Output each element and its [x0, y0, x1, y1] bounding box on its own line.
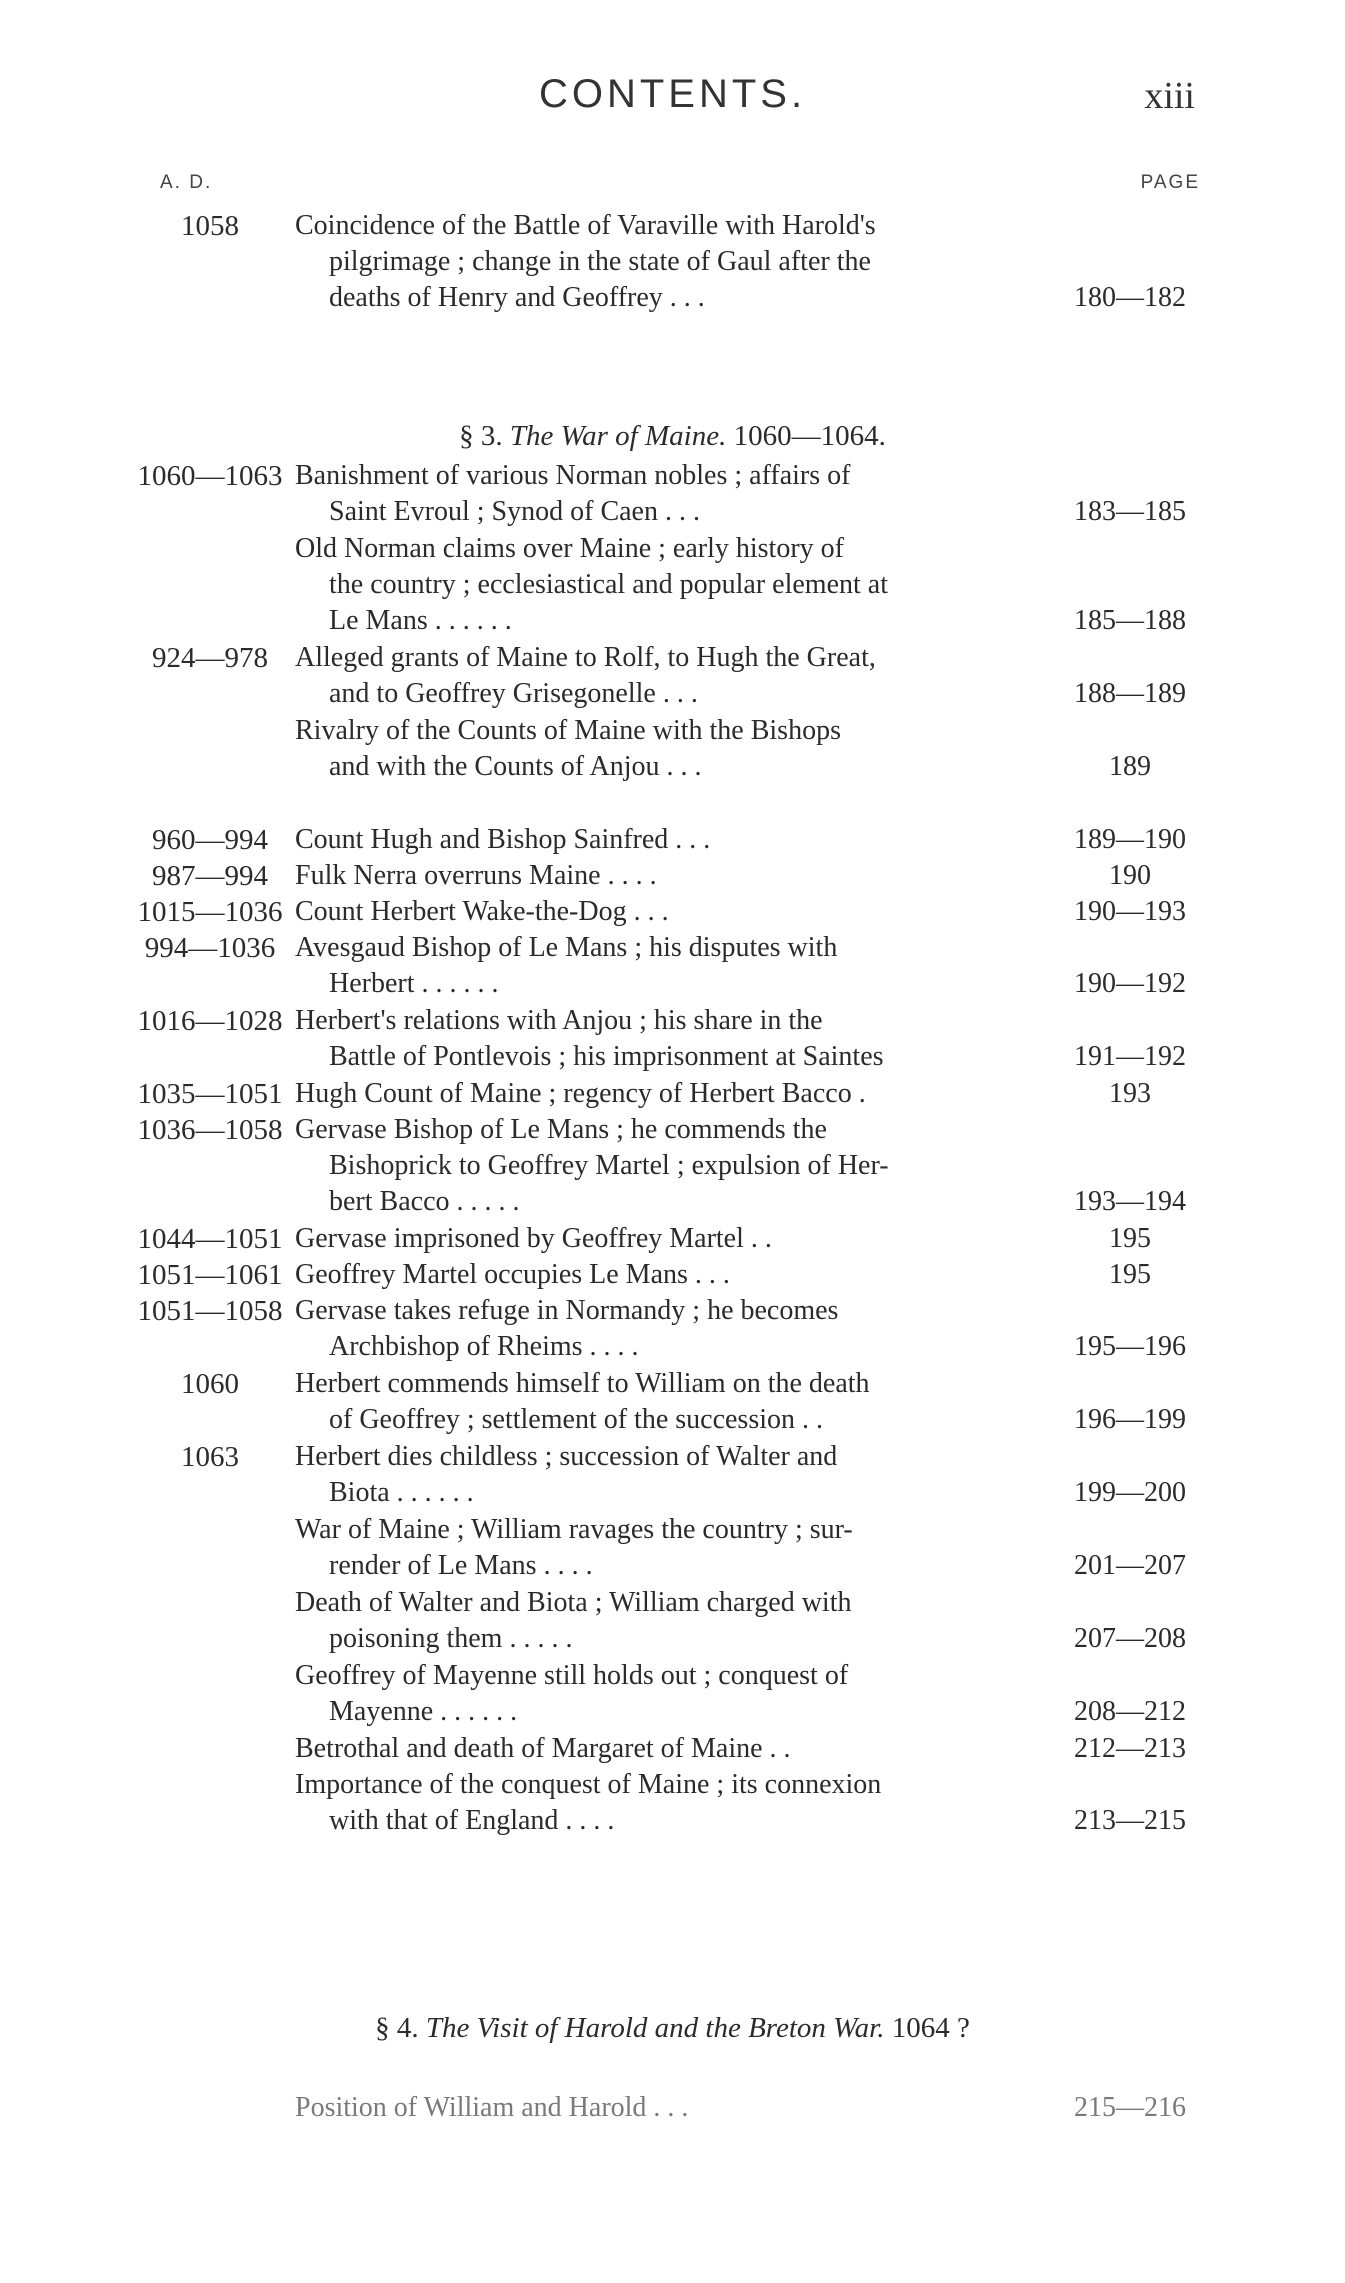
- section-title: The War of Maine.: [509, 420, 727, 452]
- entry-line: poisoning them . . . . .: [329, 1623, 573, 1654]
- entry-text: [295, 713, 1035, 785]
- entry-page: 191—192: [1074, 1041, 1186, 1072]
- entry-text: [295, 458, 1035, 530]
- entry-text: [295, 531, 1035, 639]
- entry-page: 195: [1109, 1223, 1151, 1254]
- entry-line: Banishment of various Norman nobles ; affairs of: [295, 460, 851, 491]
- entry-line: Betrothal and death of Margaret of Maine . .: [295, 1733, 791, 1764]
- section-number: § 4.: [375, 2012, 419, 2044]
- entry-year: 1051—1058: [137, 1295, 283, 1327]
- entry-line: Saint Evroul ; Synod of Caen . . .: [329, 496, 700, 527]
- entry-line: Herbert commends himself to William on the death: [295, 1368, 870, 1399]
- entry-page: 208—212: [1074, 1696, 1186, 1727]
- entry-line: with that of England . . . .: [329, 1805, 615, 1836]
- entry-line: deaths of Henry and Geoffrey . . .: [329, 282, 705, 313]
- entry-line: Le Mans . . . . . .: [329, 605, 512, 636]
- entry-line: Rivalry of the Counts of Maine with the Bishops: [295, 715, 841, 746]
- entry-text: [295, 2090, 1035, 2126]
- entry-line: Gervase imprisoned by Geoffrey Martel . .: [295, 1223, 772, 1254]
- entry-line: and with the Counts of Anjou . . .: [329, 751, 702, 782]
- entry-page: 190: [1109, 860, 1151, 891]
- entry-text: [295, 1112, 1035, 1220]
- running-head: [0, 72, 1345, 122]
- entry-page: 188—189: [1074, 678, 1186, 709]
- entry-year: 1060—1063: [137, 460, 283, 492]
- entry-line: the country ; ecclesiastical and popular element at: [329, 569, 888, 600]
- entry-text: [295, 1658, 1035, 1730]
- entry-text: [295, 1257, 1035, 1293]
- page-column-heading: PAGE: [1140, 172, 1200, 193]
- entry-text: [295, 1366, 1035, 1438]
- entry-year: 1051—1061: [137, 1259, 283, 1291]
- entry-line: Herbert's relations with Anjou ; his share in the: [295, 1005, 823, 1036]
- entry-line: pilgrimage ; change in the state of Gaul after the: [329, 246, 871, 277]
- entry-line: Fulk Nerra overruns Maine . . . .: [295, 860, 657, 891]
- entry-line: Count Hugh and Bishop Sainfred . . .: [295, 824, 711, 855]
- entry-line: Mayenne . . . . . .: [329, 1696, 518, 1727]
- entry-year: 960—994: [152, 824, 268, 856]
- entry-page: 193: [1109, 1078, 1151, 1109]
- entry-year: 1058: [181, 210, 239, 242]
- entry-text: [295, 1003, 1035, 1075]
- entry-page: 195—196: [1074, 1331, 1186, 1362]
- entry-year: 924—978: [152, 642, 268, 674]
- entry-line: Gervase takes refuge in Normandy ; he becomes: [295, 1295, 839, 1326]
- entry-line: Gervase Bishop of Le Mans ; he commends the: [295, 1114, 827, 1145]
- section-dates: 1064 ?: [891, 2012, 970, 2044]
- entry-line: Biota . . . . . .: [329, 1477, 474, 1508]
- entry-line: Bishoprick to Geoffrey Martel ; expulsion of Her-: [329, 1150, 889, 1181]
- entry-year: 1036—1058: [137, 1114, 283, 1146]
- entry-page: 183—185: [1074, 496, 1186, 527]
- entry-page: 180—182: [1074, 282, 1186, 313]
- entry-line: Count Herbert Wake-the-Dog . . .: [295, 896, 669, 927]
- entry-line: Hugh Count of Maine ; regency of Herbert Bacco .: [295, 1078, 866, 1109]
- entry-year: 1063: [181, 1441, 239, 1473]
- entry-line: Coincidence of the Battle of Varaville with Harold's: [295, 210, 876, 241]
- entry-page: 213—215: [1074, 1805, 1186, 1836]
- entry-text: [295, 1767, 1035, 1839]
- entry-year: 1035—1051: [137, 1078, 283, 1110]
- entry-page: 196—199: [1074, 1404, 1186, 1435]
- entry-line: Herbert . . . . . .: [329, 968, 499, 999]
- entry-line: Geoffrey of Mayenne still holds out ; conquest of: [295, 1660, 849, 1691]
- entry-line: Battle of Pontlevois ; his imprisonment at Saintes: [329, 1041, 884, 1072]
- entry-page: 195: [1109, 1259, 1151, 1290]
- entry-text: [295, 1293, 1035, 1365]
- entry-text: [295, 1439, 1035, 1511]
- entry-text: [295, 822, 1035, 858]
- page-folio: xiii: [1144, 75, 1195, 117]
- section-heading: [0, 2010, 1345, 2046]
- entry-text: [295, 1512, 1035, 1584]
- entry-text: [295, 1731, 1035, 1767]
- entry-page: 189—190: [1074, 824, 1186, 855]
- entry-page: 199—200: [1074, 1477, 1186, 1508]
- entry-line: and to Geoffrey Grisegonelle . . .: [329, 678, 698, 709]
- entry-line: Position of William and Harold . . .: [295, 2092, 689, 2123]
- section-number: § 3.: [459, 420, 503, 452]
- entry-line: render of Le Mans . . . .: [329, 1550, 593, 1581]
- entry-line: Importance of the conquest of Maine ; its connexion: [295, 1769, 882, 1800]
- section-heading: [0, 418, 1345, 454]
- entry-page: 190—193: [1074, 896, 1186, 927]
- entry-line: Old Norman claims over Maine ; early history of: [295, 533, 844, 564]
- entry-text: [295, 1076, 1035, 1112]
- entry-page: 207—208: [1074, 1623, 1186, 1654]
- entry-page: 212—213: [1074, 1733, 1186, 1764]
- entry-year: 1060: [181, 1368, 239, 1400]
- entry-line: of Geoffrey ; settlement of the succession . .: [329, 1404, 824, 1435]
- entry-page: 215—216: [1074, 2092, 1186, 2123]
- entry-line: Avesgaud Bishop of Le Mans ; his disputes with: [295, 932, 838, 963]
- section-dates: 1060—1064.: [733, 420, 886, 452]
- entry-year: 1016—1028: [137, 1005, 283, 1037]
- entry-text: [295, 894, 1035, 930]
- entry-line: bert Bacco . . . . .: [329, 1186, 520, 1217]
- entry-line: Alleged grants of Maine to Rolf, to Hugh the Great,: [295, 642, 876, 673]
- entry-line: Herbert dies childless ; succession of Walter and: [295, 1441, 838, 1472]
- entry-text: [295, 1221, 1035, 1257]
- entry-line: Death of Walter and Biota ; William charged with: [295, 1587, 852, 1618]
- entry-text: [295, 1585, 1035, 1657]
- entry-text: [295, 208, 1035, 316]
- entry-page: 185—188: [1074, 605, 1186, 636]
- entry-text: [295, 640, 1035, 712]
- running-title: CONTENTS.: [538, 72, 807, 116]
- entry-page: 189: [1109, 751, 1151, 782]
- entry-year: 1044—1051: [137, 1223, 283, 1255]
- entry-line: War of Maine ; William ravages the country ; sur-: [295, 1514, 853, 1545]
- year-column-heading: A. D.: [160, 172, 213, 193]
- entry-year: 994—1036: [144, 932, 276, 964]
- section-title: The Visit of Harold and the Breton War.: [425, 2012, 885, 2044]
- entry-page: 190—192: [1074, 968, 1186, 999]
- entry-line: Geoffrey Martel occupies Le Mans . . .: [295, 1259, 730, 1290]
- entry-page: 193—194: [1074, 1186, 1186, 1217]
- entry-year: 1015—1036: [137, 896, 283, 928]
- entry-page: 201—207: [1074, 1550, 1186, 1581]
- entry-text: [295, 858, 1035, 894]
- entry-year: 987—994: [152, 860, 268, 892]
- entry-text: [295, 930, 1035, 1002]
- entry-line: Archbishop of Rheims . . . .: [329, 1331, 639, 1362]
